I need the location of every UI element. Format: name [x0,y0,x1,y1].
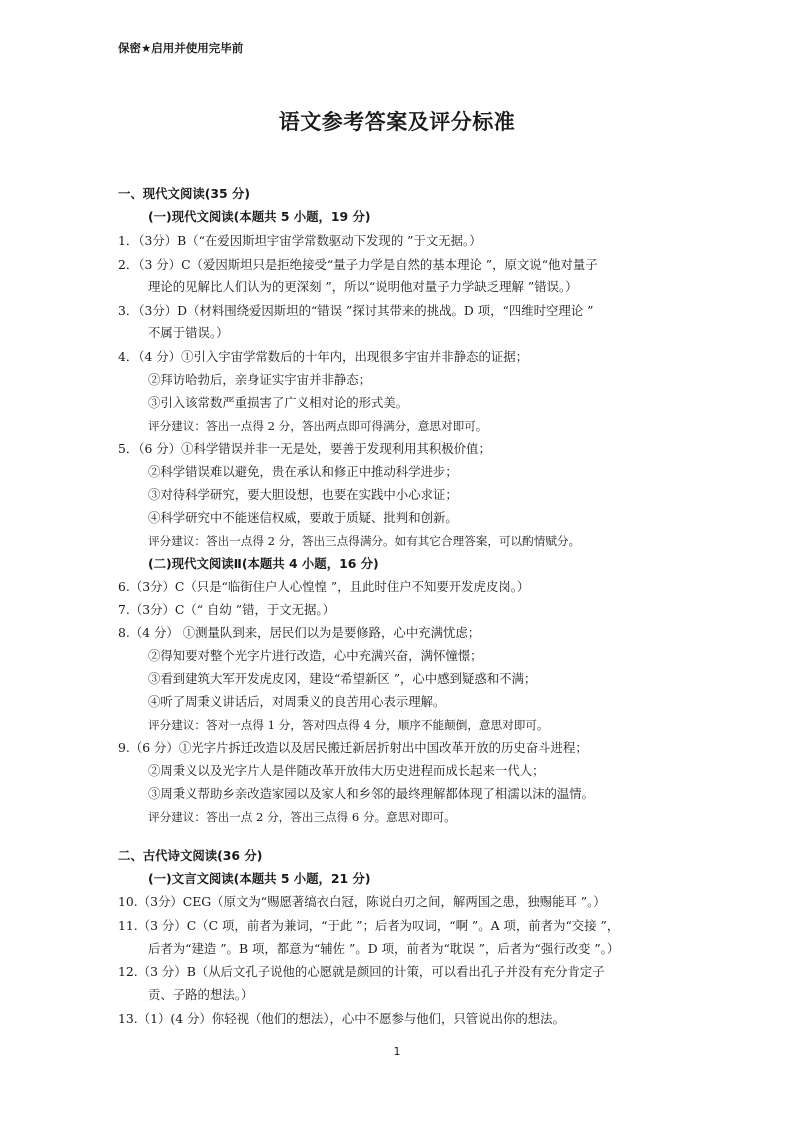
answer-line: 6.（3分）C（只是“临街住户人心惶惶 ”，且此时住户不知要开发虎皮岗。） [118,579,530,594]
scoring-note: 评分建议：答出一点 2 分，答出三点得 6 分。意思对即可。 [148,810,456,824]
answer-line: 5．（6 分）①科学错误并非一无是处，要善于发现利用其积极价值； [118,441,491,456]
scoring-note: 评分建议：答出一点得 2 分，答出三点得满分。如有其它合理答案，可以酌情赋分。 [148,534,581,548]
answer-line: 11.（3 分）C（C 项，前者为兼词，“于此 ”；后者为叹词，“啊 ”。A 项，前者为“交接 ”， [118,918,620,933]
answer-line: 12.（3 分）B（从后文孔子说他的心愿就是颜回的计策，可以看出孔子并没有充分肯定子 [118,964,605,979]
subsection-heading: (一)文言文阅读(本题共 5 小题，21 分) [148,871,371,886]
answer-line: 后者为“建造 ”。B 项，都意为“辅佐 ”。D 项，前者为“耽误 ”，后者为“强行改变 ”。） [148,941,620,956]
answer-line: 13.（1）(4 分）你轻视（他们的想法），心中不愿参与他们，只管说出你的想法。 [118,1011,565,1026]
answer-line: 10.（3分）CEG（原文为“赐愿著缟衣白冠，陈说白刃之间，解两国之患，独赐能耳 ”。） [118,894,606,909]
answer-line: ④听了周秉义讲话后，对周秉义的良苦用心表示理解。 [148,694,446,709]
answer-line: 1．（3分）B（“在爱因斯坦宇宙学常数驱动下发现的 ”于文无据。） [118,233,482,248]
answer-line: 7.（3分）C（“ 自幼 ”错，于文无据。） [118,602,336,617]
section-heading: 一、现代文阅读(35 分) [118,186,251,201]
answer-line: ③看到建筑大军开发虎皮冈，建设“希望新区 ”，心中感到疑惑和不满； [148,671,537,686]
answer-line: 3．（3分）D（材料围绕爱因斯坦的“错误 ”探讨其带来的挑战。D 项，“四维时空理论 ” [118,303,594,318]
subsection-heading: (二)现代文阅读Ⅱ(本题共 4 小题，16 分) [148,556,379,571]
page-number: 1 [393,1045,401,1058]
page-title: 语文参考答案及评分标准 [278,110,516,134]
scoring-note: 评分建议：答出一点得 2 分，答出两点即可得满分，意思对即可。 [148,419,488,433]
section-heading: 二、古代诗文阅读(36 分) [118,848,263,863]
answer-line: ②得知要对整个光字片进行改造，心中充满兴奋，满怀憧憬； [148,648,483,663]
answer-line: ③对待科学研究，要大胆设想，也要在实践中小心求证； [148,487,458,502]
answer-line: 4．（4 分）①引入宇宙学常数后的十年内，出现很多宇宙并非静态的证据； [118,349,529,364]
answer-line: ③引入该常数严重损害了广义相对论的形式美。 [148,395,409,410]
answer-line: 贡、子路的想法。） [148,987,254,1002]
answer-line: 理论的见解比人们认为的更深刻 ”，所以“说明他对量子力学缺乏理解 ”错误。） [148,279,578,294]
answer-line: 8.（4 分） ①测量队到来，居民们以为是要修路，心中充满忧虑； [118,625,481,640]
answer-line: ②拜访哈勃后，亲身证实宇宙并非静态； [148,372,372,387]
subsection-heading: (一)现代文阅读(本题共 5 小题，19 分) [148,209,371,224]
confidential-header: 保密★启用并使用完毕前 [118,41,244,55]
answer-line: 2．（3 分）C（爱因斯坦只是拒绝接受“量子力学是自然的基本理论 ”，原文说“他对量子 [118,257,598,272]
scoring-note: 评分建议：答对一点得 1 分，答对四点得 4 分，顺序不能颠倒，意思对即可。 [148,718,549,732]
answer-line: ③周秉义帮助乡亲改造家园以及家人和乡邻的最终理解都体现了相濡以沫的温情。 [148,786,595,801]
answer-line: 9.（6 分）①光字片拆迁改造以及居民搬迁新居折射出中国改革开放的历史奋斗进程； [118,740,588,755]
answer-line: ②周秉义以及光字片人是伴随改革开放伟大历史进程而成长起来一代人； [148,763,545,778]
answer-line: ②科学错误难以避免，贵在承认和修正中推动科学进步； [148,464,458,479]
answer-line: 不属于错误。） [148,325,229,340]
answer-line: ④科学研究中不能迷信权威，要敢于质疑、批判和创新。 [148,510,458,525]
